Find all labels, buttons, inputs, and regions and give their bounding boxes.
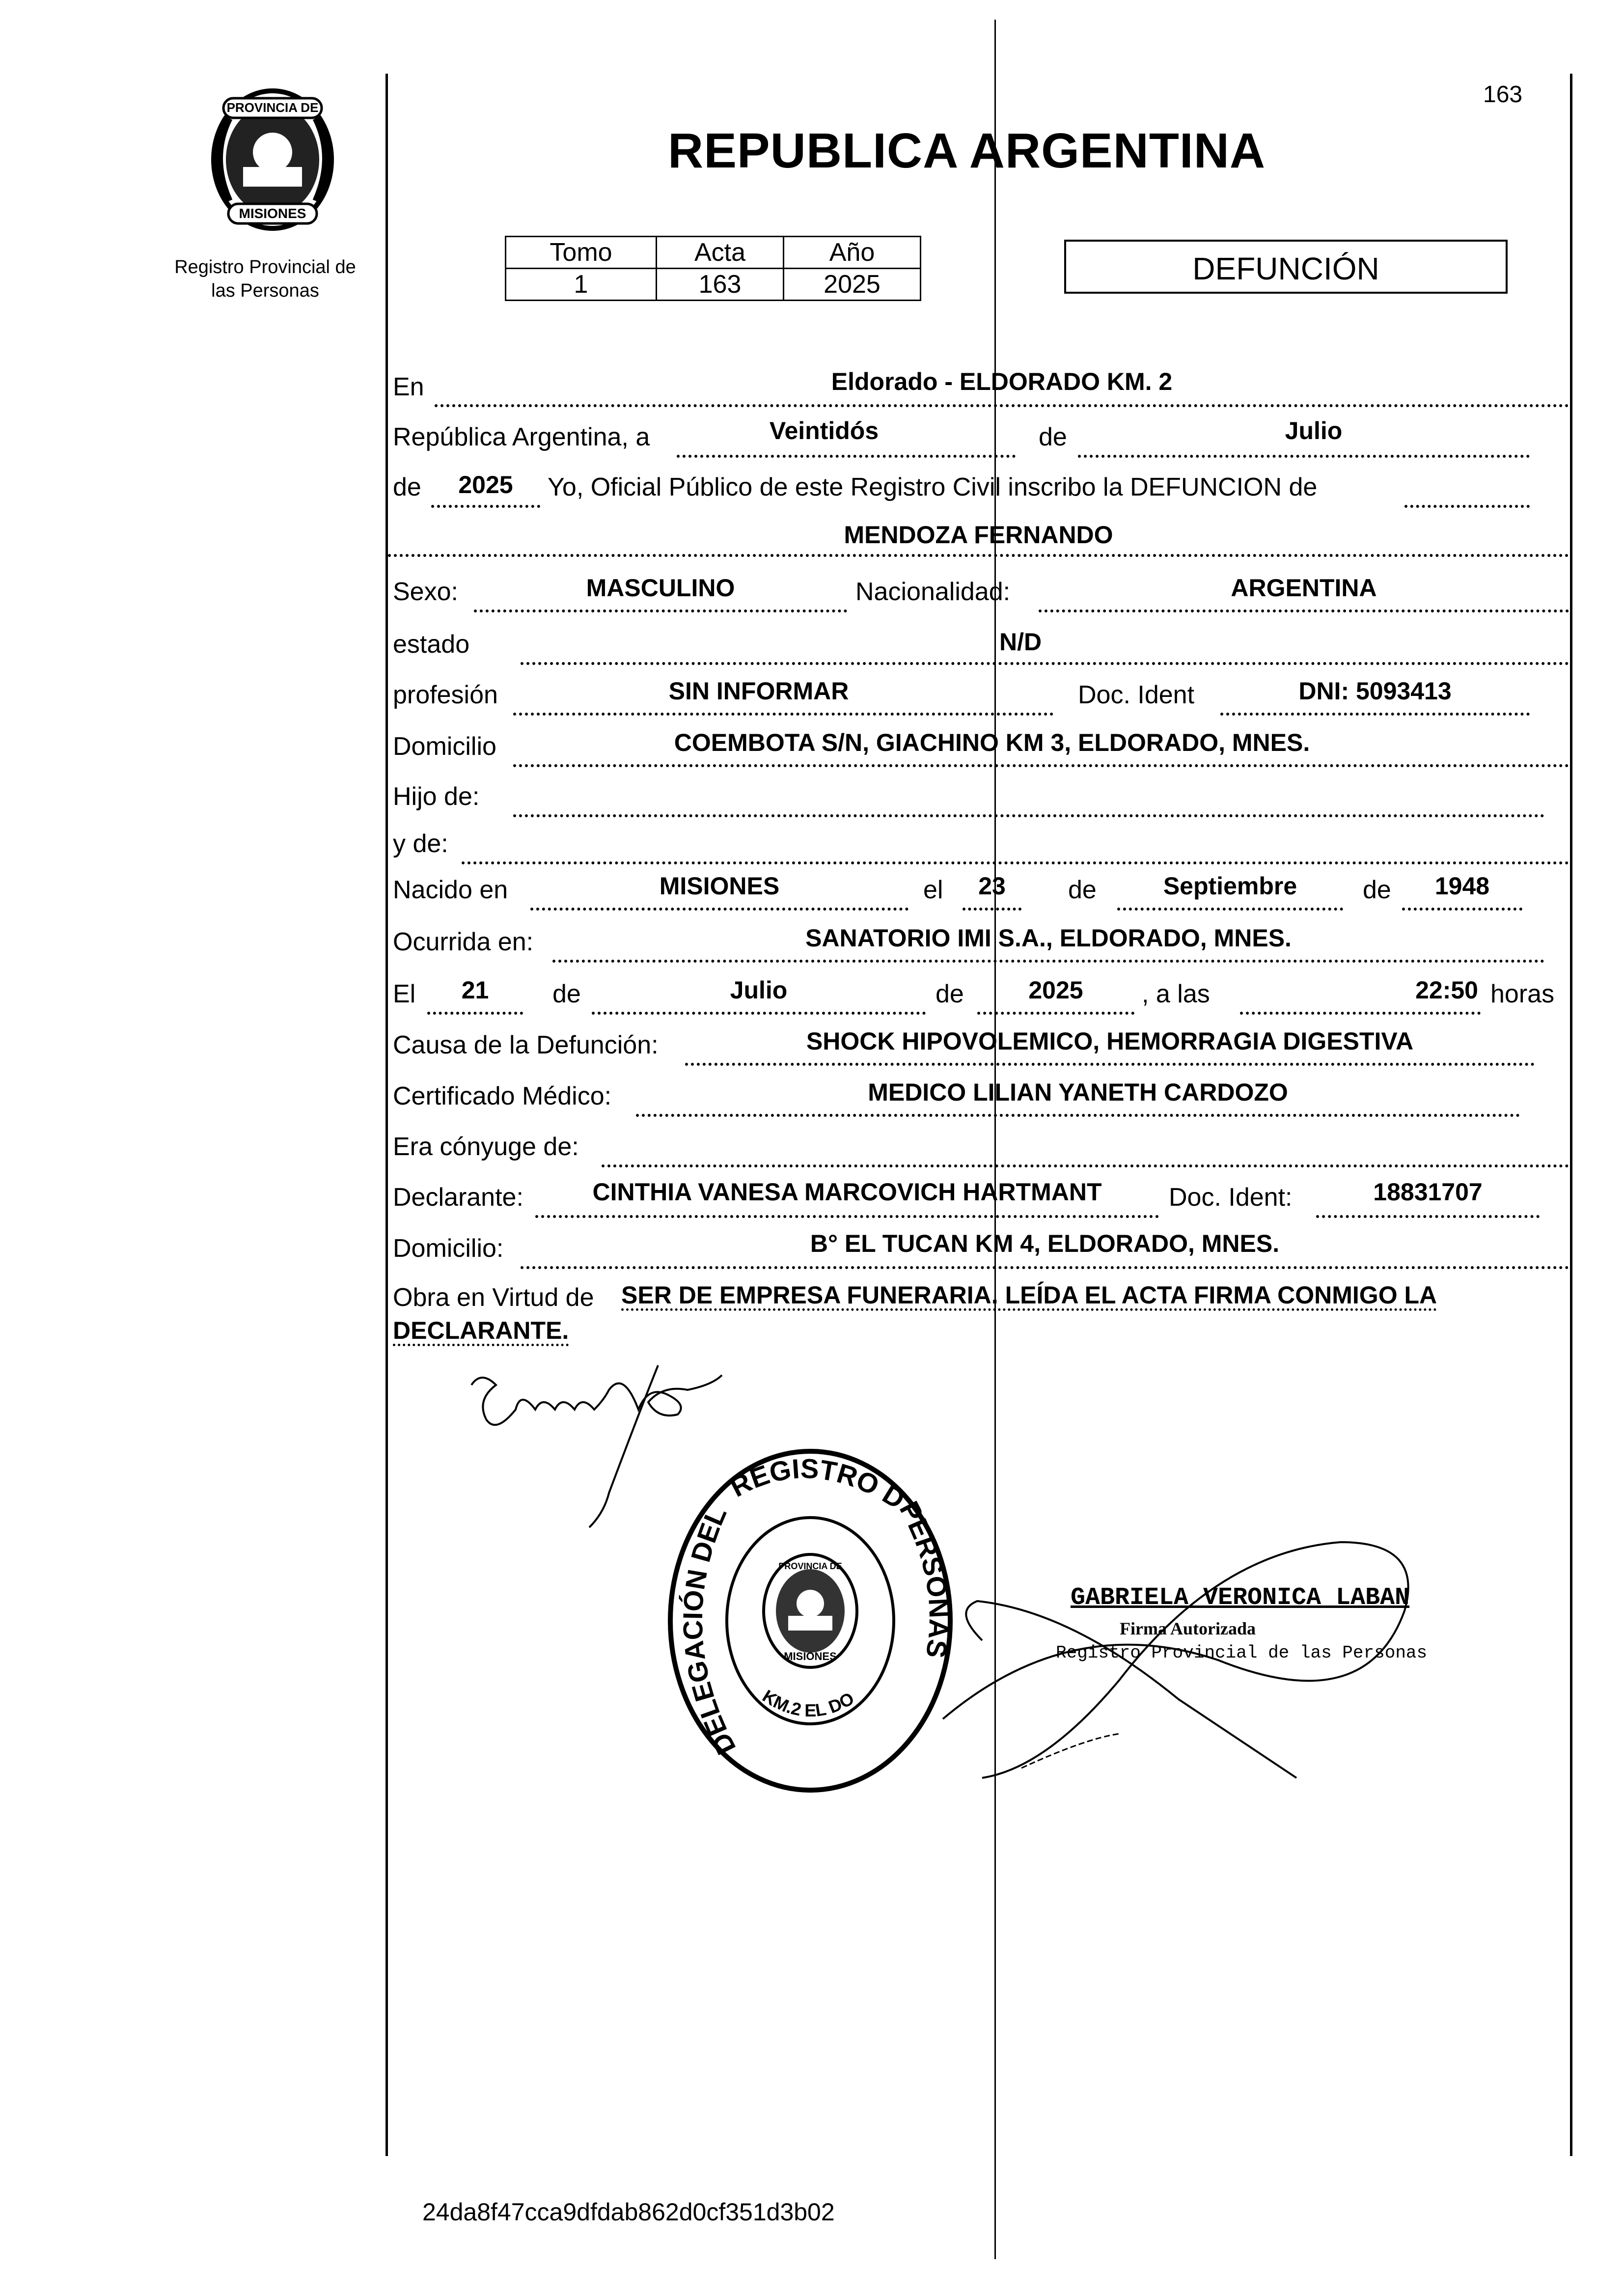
registry-label: Registro Provincial de las Personas <box>174 257 356 301</box>
document-hash: 24da8f47cca9dfdab862d0cf351d3b02 <box>422 2198 835 2226</box>
value-doc-ident: DNI: 5093413 <box>1298 677 1452 705</box>
value-nacionalidad: ARGENTINA <box>1231 574 1377 602</box>
label-y-de: y de: <box>393 830 448 858</box>
table-value-ano: 2025 <box>784 269 921 301</box>
value-birth-day: 23 <box>978 872 1006 900</box>
svg-text:PROVINCIA DE: PROVINCIA DE <box>778 1561 842 1571</box>
label-nacido-en: Nacido en <box>393 876 508 904</box>
value-death-year: 2025 <box>1028 976 1083 1004</box>
label-de-month: de <box>1039 423 1067 451</box>
value-birth-month: Septiembre <box>1163 872 1297 900</box>
value-domicilio-declarante: B° EL TUCAN KM 4, ELDORADO, MNES. <box>810 1230 1280 1257</box>
value-nacido-en: MISIONES <box>659 872 780 900</box>
table-header-ano: Año <box>784 237 921 269</box>
label-de-birth-month: de <box>1068 876 1097 904</box>
label-de-death-month: de <box>552 980 581 1008</box>
field-estado <box>521 634 1569 665</box>
svg-text:REGISTRO DE LAS: REGISTRO D <box>725 1453 910 1515</box>
official-name: GABRIELA VERONICA LABAN <box>1071 1584 1410 1612</box>
label-conyuge: Era cónyuge de: <box>393 1133 579 1161</box>
value-birth-year: 1948 <box>1434 872 1490 900</box>
page-number: 163 <box>1483 82 1523 108</box>
value-ocurrida-en: SANATORIO IMI S.A., ELDORADO, MNES. <box>805 924 1292 952</box>
value-profesion: SIN INFORMAR <box>668 677 849 705</box>
value-domicilio: COEMBOTA S/N, GIACHINO KM 3, ELDORADO, MNES. <box>674 729 1310 756</box>
label-obra: Obra en Virtud de <box>393 1283 594 1312</box>
table-value-tomo: 1 <box>506 269 657 301</box>
official-role: Firma Autorizada <box>1120 1619 1256 1638</box>
label-el-death: El <box>393 980 416 1008</box>
official-registry: Registro Provincial de las Personas <box>1056 1643 1428 1663</box>
label-hijo-de: Hijo de: <box>393 782 480 811</box>
svg-text:DELEGACIÓN DEL: DELEGACIÓN DEL <box>677 1502 742 1760</box>
value-death-time: 22:50 <box>1415 976 1478 1004</box>
table-header-tomo: Tomo <box>506 237 657 269</box>
label-republica-a: República Argentina, a <box>393 423 650 451</box>
label-de-death-year: de <box>936 980 964 1008</box>
value-year: 2025 <box>458 471 513 498</box>
value-death-month: Julio <box>730 976 788 1004</box>
svg-text:PROVINCIA DE: PROVINCIA DE <box>226 100 319 115</box>
value-place: Eldorado - ELDORADO KM. 2 <box>831 368 1173 395</box>
svg-text:MISIONES: MISIONES <box>784 1650 837 1662</box>
table-header-acta: Acta <box>657 237 784 269</box>
label-estado: estado <box>393 630 470 659</box>
field-yo-trailing <box>1404 476 1530 508</box>
label-el: el <box>923 876 943 904</box>
delegation-stamp <box>663 1444 958 1798</box>
value-obra-line2: DECLARANTE. <box>393 1317 569 1344</box>
right-border-line <box>1570 74 1572 2156</box>
svg-text:MISIONES: MISIONES <box>239 206 306 221</box>
value-obra-line1: SER DE EMPRESA FUNERARIA. LEÍDA EL ACTA FIRMA CONMIGO LA <box>621 1281 1437 1309</box>
label-horas: horas <box>1490 980 1555 1008</box>
value-deceased-name: MENDOZA FERNANDO <box>844 521 1113 549</box>
record-type-box: DEFUNCIÓN <box>1064 240 1508 294</box>
value-death-day: 21 <box>461 976 489 1004</box>
svg-text:KM.2 EL DORADO: KM.2 EL DO <box>759 1686 857 1721</box>
label-doc-ident: Doc. Ident <box>1078 681 1195 709</box>
field-hijo-de <box>513 786 1544 817</box>
label-domicilio-declarante: Domicilio: <box>393 1234 504 1263</box>
label-yo-text: Yo, Oficial Público de este Registro Civil inscribo la DEFUNCION de <box>548 473 1318 501</box>
value-causa: SHOCK HIPOVOLEMICO, HEMORRAGIA DIGESTIVA <box>806 1027 1414 1055</box>
label-ocurrida-en: Ocurrida en: <box>393 928 534 956</box>
table-value-acta: 163 <box>657 269 784 301</box>
label-causa: Causa de la Defunción: <box>393 1031 659 1059</box>
left-border-line <box>385 74 388 2156</box>
label-doc-ident-declarante: Doc. Ident: <box>1169 1183 1293 1212</box>
value-day-words: Veintidós <box>769 417 879 444</box>
label-de-year: de <box>393 473 421 501</box>
value-declarante-doc: 18831707 <box>1373 1178 1483 1206</box>
value-declarante: CINTHIA VANESA MARCOVICH HARTMANT <box>592 1178 1102 1206</box>
svg-text:PERSONAS: PERSONAS <box>893 1496 955 1660</box>
label-nacionalidad: Nacionalidad: <box>855 578 1011 606</box>
value-sexo: MASCULINO <box>586 574 735 602</box>
label-declarante: Declarante: <box>393 1183 523 1212</box>
label-certificado: Certificado Médico: <box>393 1082 612 1110</box>
field-conyuge <box>602 1136 1569 1167</box>
value-month: Julio <box>1285 417 1343 444</box>
value-certificado: MEDICO LILIAN YANETH CARDOZO <box>868 1079 1288 1106</box>
label-sexo: Sexo: <box>393 578 458 606</box>
page-title: REPUBLICA ARGENTINA <box>668 123 1266 178</box>
label-domicilio: Domicilio <box>393 732 496 761</box>
field-y-de <box>462 833 1569 864</box>
label-en: En <box>393 373 424 401</box>
label-de-birth-year: de <box>1363 876 1391 904</box>
provincia-misiones-seal <box>194 79 351 241</box>
record-number-table <box>505 236 921 301</box>
label-profesion: profesión <box>393 681 498 709</box>
label-a-las: , a las <box>1142 980 1210 1008</box>
value-estado: N/D <box>999 628 1042 656</box>
